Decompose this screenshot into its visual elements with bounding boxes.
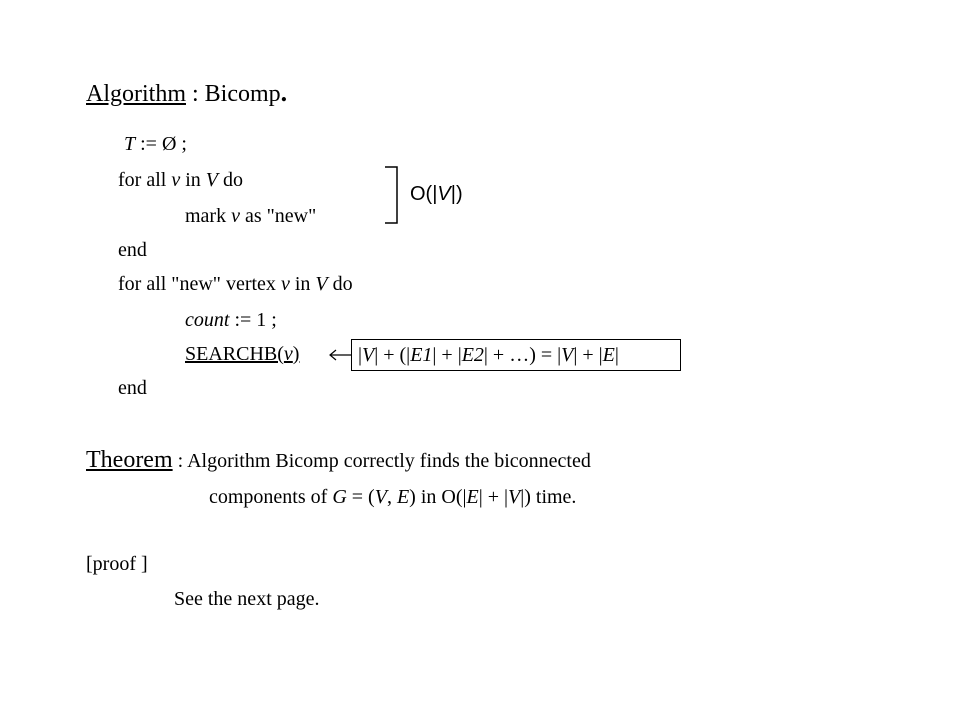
- algorithm-title: : Bicomp: [186, 81, 281, 107]
- heading-dot: .: [280, 78, 288, 107]
- code-line-for-all: for all v in V do: [118, 169, 243, 191]
- complexity-bracket: [380, 164, 410, 226]
- code-line-end-2: end: [118, 377, 147, 399]
- code-line-searchb: [185, 344, 299, 364]
- left-arrow-icon: [327, 345, 351, 365]
- theorem-line-1: Theorem : Algorithm Bicomp correctly finds the biconnected: [86, 447, 591, 473]
- complexity-sum-box: [351, 339, 681, 371]
- code-line-count: count := 1 ;: [185, 309, 277, 331]
- algorithm-heading: [86, 80, 287, 106]
- complexity-label: O(|V|): [410, 183, 463, 205]
- algorithm-word: Algorithm: [86, 81, 186, 107]
- code-line-end-1: end: [118, 239, 147, 261]
- proof-label: [proof ]: [86, 553, 148, 575]
- searchb-call: SEARCHB(v): [185, 343, 300, 365]
- theorem-line-2: components of G = (V, E) in O(|E| + |V|) time.: [209, 486, 577, 508]
- complexity-sum: |V| + (|E1| + |E2| + …) = |V| + |E|: [358, 344, 619, 366]
- theorem-word: Theorem: [86, 447, 173, 473]
- code-line-mark: mark v as "new": [185, 205, 317, 227]
- proof-text: See the next page.: [174, 588, 320, 610]
- code-line-for-new: for all "new" vertex v in V do: [118, 273, 353, 295]
- code-line-init: T := Ø ;: [124, 133, 187, 155]
